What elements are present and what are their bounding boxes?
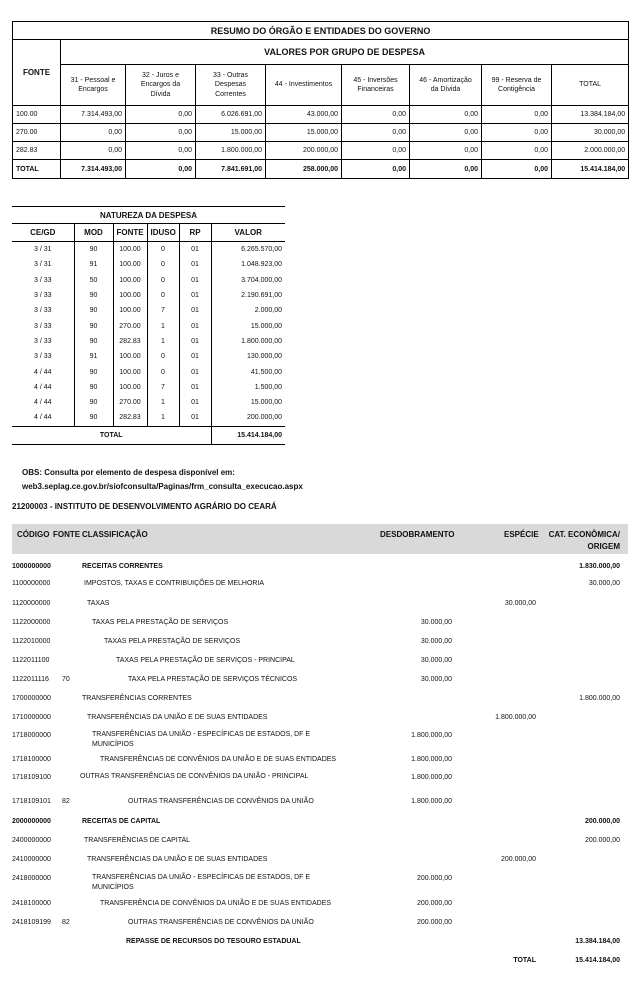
natureza-cell: 90 <box>74 395 113 410</box>
receitas-header <box>12 524 628 554</box>
classificacao-cell: TRANSFERÊNCIAS DA UNIÃO - ESPECÍFICAS DE ESTADOS, DF E MUNICÍPIOS <box>92 874 311 891</box>
table-row <box>12 349 285 364</box>
table-row <box>12 242 285 258</box>
natureza-title: NATUREZA DA DESPESA <box>12 207 285 224</box>
natureza-cell: 1 <box>147 410 179 426</box>
classificacao-cell: TAXAS PELA PRESTAÇÃO DE SERVIÇOS <box>104 638 241 645</box>
column-header-line: 31 - Pessoal e <box>70 76 116 84</box>
valor-cell: 130.000,00 <box>211 349 285 364</box>
natureza-cell: 100.00 <box>113 303 147 318</box>
codigo-cell: 1710000000 <box>12 714 51 721</box>
valor-cell: 3.704.000,00 <box>211 273 285 288</box>
natureza-cell: 01 <box>179 257 211 272</box>
natureza-column-header: IDUSO <box>147 224 179 242</box>
value-cell: 0,00 <box>342 124 410 142</box>
natureza-total-row <box>12 426 285 444</box>
natureza-cell: 4 / 44 <box>33 368 52 376</box>
natureza-cell: 0 <box>147 364 179 379</box>
natureza-column-header: CE/GD <box>12 224 74 242</box>
natureza-cell: 0 <box>147 288 179 303</box>
origem-header: ORIGEM <box>587 542 620 551</box>
value-cell: 0,00 <box>410 124 482 142</box>
classificacao-cell: RECEITAS CORRENTES <box>82 563 163 570</box>
total-cell: 7.314.493,00 <box>61 160 126 179</box>
table-row <box>13 142 629 160</box>
column-header-line: Encargos da <box>140 81 181 89</box>
natureza-cell: 90 <box>74 410 113 426</box>
natureza-cell: 3 / 33 <box>33 307 52 315</box>
natureza-cell: 3 / 31 <box>33 261 52 269</box>
value-cell: 7.314.493,00 <box>61 106 126 124</box>
desdobramento-cell: 30.000,00 <box>420 619 452 626</box>
valor-cell: 2.190.691,00 <box>211 288 285 303</box>
natureza-cell: 4 / 44 <box>33 414 52 422</box>
obs-line-1: OBS: Consulta por elemento de despesa disponível em: <box>22 468 235 477</box>
receita-row <box>12 873 628 891</box>
column-header-line: Contigência <box>498 86 535 93</box>
value-cell: 15.000,00 <box>196 124 266 142</box>
codigo-cell: 1718109100 <box>12 774 51 781</box>
receita-row <box>12 854 628 866</box>
value-cell: 0,00 <box>342 142 410 160</box>
cat-economica-header: CAT. ECONÔMICA/ <box>548 530 620 539</box>
receita-row <box>12 816 628 828</box>
codigo-cell: 1122010000 <box>12 638 51 645</box>
total-cell: 0,00 <box>482 160 552 179</box>
value-cell: 2.000.000,00 <box>552 142 629 160</box>
natureza-cell: 90 <box>74 288 113 303</box>
natureza-cell: 90 <box>74 380 113 395</box>
value-cell: 6.026.691,00 <box>196 106 266 124</box>
natureza-cell: 01 <box>179 318 211 333</box>
cat-economica-cell: 1.800.000,00 <box>579 695 620 702</box>
column-header-line: 32 - Juros e <box>142 71 179 79</box>
natureza-total-label: TOTAL <box>12 426 211 444</box>
receita-row <box>12 898 628 910</box>
fonte-cell: 82 <box>62 798 70 805</box>
natureza-total-value: 15.414.184,00 <box>211 426 285 444</box>
column-header-line: 33 - Outras <box>212 71 248 79</box>
value-cell: 0,00 <box>342 106 410 124</box>
fonte-cell: 282.83 <box>13 142 61 160</box>
fonte-col-header: FONTE <box>53 530 81 539</box>
column-headers <box>13 65 629 106</box>
total-cell: 0,00 <box>342 160 410 179</box>
codigo-cell: 2000000000 <box>12 818 51 825</box>
value-cell: 0,00 <box>61 124 126 142</box>
natureza-column-header: MOD <box>74 224 113 242</box>
natureza-column-header: RP <box>179 224 211 242</box>
valor-cell: 1.048.923,00 <box>211 257 285 272</box>
table-row <box>12 273 285 288</box>
total-row <box>13 160 629 179</box>
natureza-cell: 282.83 <box>113 334 147 349</box>
column-header <box>196 65 266 106</box>
especie-header: ESPÉCIE <box>504 530 539 539</box>
cat-economica-cell: 200.000,00 <box>584 837 620 844</box>
fonte-header: FONTE <box>13 40 61 106</box>
natureza-cell: 90 <box>74 303 113 318</box>
natureza-cell: 3 / 33 <box>33 353 52 361</box>
natureza-cell: 90 <box>74 318 113 333</box>
resumo-title: RESUMO DO ÓRGÃO E ENTIDADES DO GOVERNO <box>13 22 629 40</box>
column-header <box>61 65 126 106</box>
natureza-cell: 3 / 33 <box>33 322 52 330</box>
value-cell: 15.000,00 <box>266 124 342 142</box>
valor-cell: 15.000,00 <box>211 318 285 333</box>
natureza-cell: 01 <box>179 288 211 303</box>
codigo-cell: 1700000000 <box>12 695 51 702</box>
codigo-cell: 2418109199 <box>12 919 51 926</box>
total-cell: 15.414.184,00 <box>552 160 629 179</box>
receita-row <box>12 796 628 808</box>
value-cell: 30.000,00 <box>552 124 629 142</box>
valor-cell: 2.000,00 <box>211 303 285 318</box>
codigo-cell: 1718100000 <box>12 756 51 763</box>
natureza-cell: 91 <box>74 349 113 364</box>
natureza-cell: 01 <box>179 349 211 364</box>
column-header <box>552 65 629 106</box>
natureza-cell: 01 <box>179 364 211 379</box>
value-cell: 0,00 <box>126 106 196 124</box>
receita-row <box>12 561 628 573</box>
natureza-cell: 100.00 <box>113 288 147 303</box>
total-cell: 0,00 <box>126 160 196 179</box>
natureza-cell: 90 <box>74 334 113 349</box>
codigo-cell: 1122000000 <box>12 619 51 626</box>
classificacao-cell: RECEITAS DE CAPITAL <box>82 818 161 825</box>
table-row <box>12 380 285 395</box>
codigo-header: CÓDIGO <box>17 530 50 539</box>
desdobramento-cell: 30.000,00 <box>420 676 452 683</box>
value-cell: 0,00 <box>482 124 552 142</box>
codigo-cell: 2400000000 <box>12 837 51 844</box>
receita-row <box>12 693 628 705</box>
natureza-cell: 01 <box>179 395 211 410</box>
column-header <box>266 65 342 106</box>
cat-economica-cell: 13.384.184,00 <box>575 938 620 945</box>
natureza-cell: 0 <box>147 349 179 364</box>
classificacao-cell: OUTRAS TRANSFERÊNCIAS DE CONVÊNIOS DA UNIÃO <box>128 919 314 926</box>
table-row <box>12 334 285 349</box>
cat-economica-cell: 200.000,00 <box>584 818 620 825</box>
column-header <box>342 65 410 106</box>
value-cell: 13.384.184,00 <box>552 106 629 124</box>
receita-row <box>12 617 628 629</box>
table-row <box>12 288 285 303</box>
natureza-cell: 1 <box>147 395 179 410</box>
receitas-total-label: TOTAL <box>513 957 536 964</box>
valor-cell: 15.000,00 <box>211 395 285 410</box>
especie-cell: 1.800.000,00 <box>495 714 536 721</box>
table-row <box>12 395 285 410</box>
classificacao-cell: TRANSFERÊNCIAS DE CONVÊNIOS DA UNIÃO E DE SUAS ENTIDADES <box>100 756 337 763</box>
codigo-cell: 1000000000 <box>12 563 51 570</box>
natureza-cell: 7 <box>147 380 179 395</box>
column-header-line: Despesas <box>214 81 247 89</box>
fonte-cell: 82 <box>62 919 70 926</box>
natureza-cell: 3 / 31 <box>33 246 52 254</box>
natureza-cell: 270.00 <box>113 318 147 333</box>
column-header-line: 44 - Investimentos <box>274 81 333 89</box>
value-cell: 1.800.000,00 <box>196 142 266 160</box>
valor-cell: 1.500,00 <box>211 380 285 395</box>
natureza-cell: 01 <box>179 410 211 426</box>
total-cell: 0,00 <box>410 160 482 179</box>
codigo-cell: 2418000000 <box>12 875 51 882</box>
classificacao-cell: OUTRAS TRANSFERÊNCIAS DE CONVÊNIOS DA UNIÃO - PRINCIPAL <box>80 773 309 780</box>
value-cell: 0,00 <box>61 142 126 160</box>
valor-cell: 41.500,00 <box>211 364 285 379</box>
classificacao-cell: OUTRAS TRANSFERÊNCIAS DE CONVÊNIOS DA UNIÃO <box>128 798 314 805</box>
table-row <box>13 106 629 124</box>
column-header-line: 45 - Inversões <box>353 76 398 84</box>
natureza-cell: 91 <box>74 257 113 272</box>
classificacao-cell: TAXA PELA PRESTAÇÃO DE SERVIÇOS TÉCNICOS <box>128 676 298 683</box>
natureza-cell: 90 <box>74 364 113 379</box>
column-header-line: Correntes <box>215 90 246 98</box>
value-cell: 0,00 <box>482 142 552 160</box>
natureza-column-header: VALOR <box>211 224 285 242</box>
natureza-cell: 01 <box>179 273 211 288</box>
receita-row <box>12 754 628 766</box>
natureza-cell: 7 <box>147 303 179 318</box>
classificacao-cell: TRANSFERÊNCIAS DE CAPITAL <box>84 837 191 844</box>
obs-link[interactable]: web3.seplag.ce.gov.br/siofconsulta/Paginas/frm_consulta_execucao.aspx <box>22 482 303 491</box>
column-header-line: Encargos <box>78 86 108 93</box>
codigo-cell: 1120000000 <box>12 600 51 607</box>
value-cell: 200.000,00 <box>266 142 342 160</box>
desdobramento-cell: 1.800.000,00 <box>411 756 452 763</box>
codigo-cell: 1122011100 <box>12 657 50 664</box>
natureza-cell: 100.00 <box>113 364 147 379</box>
natureza-cell: 3 / 33 <box>33 292 52 300</box>
value-cell: 0,00 <box>410 142 482 160</box>
table-row <box>13 124 629 142</box>
desdobramento-cell: 1.800.000,00 <box>411 798 452 805</box>
cat-economica-cell: 30.000,00 <box>588 580 620 587</box>
table-row <box>12 364 285 379</box>
classificacao-cell: TRANSFERÊNCIA DE CONVÊNIOS DA UNIÃO E DE SUAS ENTIDADES <box>100 900 332 907</box>
especie-cell: 30.000,00 <box>504 600 536 607</box>
value-cell: 0,00 <box>126 124 196 142</box>
value-cell: 0,00 <box>410 106 482 124</box>
natureza-cell: 100.00 <box>113 257 147 272</box>
table-row <box>12 318 285 333</box>
natureza-cell: 50 <box>74 273 113 288</box>
resumo-table <box>12 21 629 179</box>
valor-cell: 200.000,00 <box>211 410 285 426</box>
natureza-cell: 100.00 <box>113 380 147 395</box>
value-cell: 0,00 <box>126 142 196 160</box>
total-cell: 258.000,00 <box>266 160 342 179</box>
receita-row <box>12 578 628 590</box>
column-header-line: TOTAL <box>579 81 602 89</box>
receita-row <box>12 636 628 648</box>
fonte-cell: 70 <box>62 676 70 683</box>
receita-row <box>12 730 628 748</box>
codigo-cell: 1718109101 <box>12 798 51 805</box>
natureza-cell: 3 / 33 <box>33 337 52 345</box>
table-row <box>12 410 285 426</box>
codigo-cell: 1718000000 <box>12 732 51 739</box>
natureza-cell: 100.00 <box>113 242 147 258</box>
desdobramento-cell: 200.000,00 <box>416 875 452 882</box>
natureza-cell: 4 / 44 <box>33 399 52 407</box>
natureza-cell: 100.00 <box>113 349 147 364</box>
cat-economica-cell: 1.830.000,00 <box>579 563 620 570</box>
column-header-line: Dívida <box>150 90 171 98</box>
receita-row <box>12 772 628 784</box>
codigo-cell: 1122011116 <box>12 676 49 683</box>
natureza-cell: 1 <box>147 334 179 349</box>
natureza-cell: 0 <box>147 242 179 258</box>
desdobramento-header: DESDOBRAMENTO <box>380 530 455 539</box>
desdobramento-cell: 30.000,00 <box>420 657 452 664</box>
receita-row <box>12 835 628 847</box>
natureza-cell: 270.00 <box>113 395 147 410</box>
column-header <box>482 65 552 106</box>
classificacao-cell: IMPOSTOS, TAXAS E CONTRIBUIÇÕES DE MELHORIA <box>84 580 265 587</box>
classificacao-cell: TAXAS PELA PRESTAÇÃO DE SERVIÇOS - PRINCIPAL <box>116 657 295 664</box>
classificacao-cell: TRANSFERÊNCIAS DA UNIÃO - ESPECÍFICAS DE ESTADOS, DF E MUNICÍPIOS <box>92 731 311 748</box>
natureza-cell: 01 <box>179 380 211 395</box>
receita-row <box>12 936 628 948</box>
receita-row <box>12 598 628 610</box>
natureza-cell: 90 <box>74 242 113 258</box>
natureza-cell: 1 <box>147 318 179 333</box>
classificacao-cell: TRANSFERÊNCIAS DA UNIÃO E DE SUAS ENTIDADES <box>87 714 268 721</box>
column-header-line: Financeiras <box>357 86 394 93</box>
receita-row <box>12 917 628 929</box>
column-header-line: da Dívida <box>430 86 461 93</box>
classificacao-cell: TAXAS <box>87 600 110 607</box>
orgao-title: 21200003 - INSTITUTO DE DESENVOLVIMENTO AGRÁRIO DO CEARÁ <box>12 502 277 511</box>
natureza-cell: 0 <box>147 257 179 272</box>
desdobramento-cell: 30.000,00 <box>420 638 452 645</box>
column-header <box>126 65 196 106</box>
classificacao-cell: REPASSE DE RECURSOS DO TESOURO ESTADUAL <box>126 938 301 945</box>
receitas-total-row <box>12 955 628 967</box>
table-row <box>12 303 285 318</box>
classificacao-header: CLASSIFICAÇÃO <box>82 530 148 539</box>
column-header-line: 99 - Reserva de <box>491 76 542 84</box>
column-header-line: 46 - Amortização <box>419 76 472 84</box>
codigo-cell: 2410000000 <box>12 856 51 863</box>
valor-cell: 6.265.570,00 <box>211 242 285 258</box>
fonte-cell: 270.00 <box>13 124 61 142</box>
natureza-cell: 4 / 44 <box>33 383 52 391</box>
natureza-column-header: FONTE <box>113 224 147 242</box>
desdobramento-cell: 200.000,00 <box>416 900 452 907</box>
classificacao-cell: TRANSFERÊNCIAS CORRENTES <box>82 695 192 702</box>
total-cell: 7.841.691,00 <box>196 160 266 179</box>
receita-row <box>12 712 628 724</box>
receita-row <box>12 674 628 686</box>
natureza-cell: 01 <box>179 242 211 258</box>
value-cell: 0,00 <box>482 106 552 124</box>
total-label: TOTAL <box>13 160 61 179</box>
column-header <box>410 65 482 106</box>
especie-cell: 200.000,00 <box>500 856 536 863</box>
table-row <box>12 257 285 272</box>
desdobramento-cell: 1.800.000,00 <box>411 732 452 739</box>
desdobramento-cell: 200.000,00 <box>416 919 452 926</box>
desdobramento-cell: 1.800.000,00 <box>411 774 452 781</box>
classificacao-cell: TRANSFERÊNCIAS DA UNIÃO E DE SUAS ENTIDADES <box>87 856 268 863</box>
natureza-cell: 0 <box>147 273 179 288</box>
natureza-table <box>12 206 285 445</box>
classificacao-cell: TAXAS PELA PRESTAÇÃO DE SERVIÇOS <box>92 619 229 626</box>
natureza-cell: 01 <box>179 303 211 318</box>
natureza-cell: 282.83 <box>113 410 147 426</box>
natureza-cell: 01 <box>179 334 211 349</box>
natureza-cell: 100.00 <box>113 273 147 288</box>
valor-cell: 1.800.000,00 <box>211 334 285 349</box>
value-cell: 43.000,00 <box>266 106 342 124</box>
codigo-cell: 2418100000 <box>12 900 51 907</box>
receita-row <box>12 655 628 667</box>
codigo-cell: 1100000000 <box>12 580 51 587</box>
receitas-total-value: 15.414.184,00 <box>575 957 620 964</box>
natureza-cell: 3 / 33 <box>33 276 52 284</box>
valores-title: VALORES POR GRUPO DE DESPESA <box>61 40 629 65</box>
fonte-cell: 100.00 <box>13 106 61 124</box>
